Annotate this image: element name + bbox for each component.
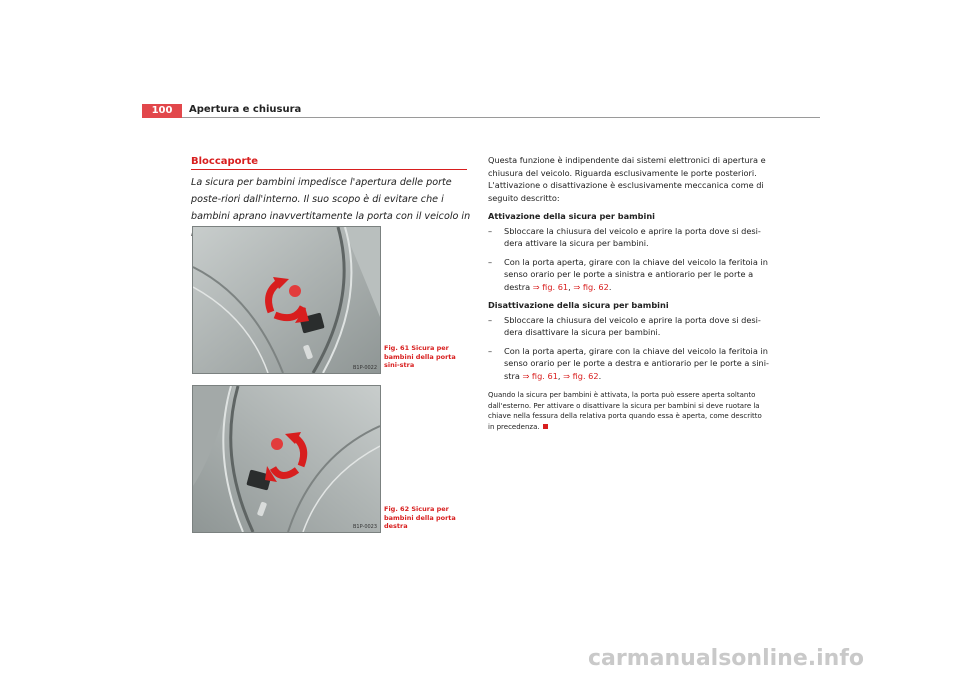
figure-61-code: B1P-0022 — [353, 365, 378, 371]
body-paragraph: Questa funzione è indipendente dai sistemi elettronici di apertura e chiusura del veicolo. Riguarda esclusivamente le porte posteriori. L'attivazione o disattivazione è esclusivamente meccanica come di seguito descritto: — [488, 155, 766, 203]
list-dash: – — [488, 345, 493, 356]
list-dash: – — [488, 256, 493, 267]
deactivation-step-2: Con la porta aperta, girare con la chiave del veicolo la feritoia in senso orario per le porte a destra e antiorario per le porte a sini-stra ⇒ fig. 61, ⇒ fig. 62. — [504, 345, 769, 381]
section-divider — [191, 169, 467, 170]
deactivation-step-1: Sbloccare la chiusura del veicolo e aprire la porta dove si desi-dera disattivare la sicura per bambini. — [504, 314, 761, 337]
list-item — [488, 225, 770, 250]
watermark: carmanualsonline.info — [588, 646, 864, 671]
fig-62-link[interactable]: ⇒ fig. 62 — [563, 370, 599, 381]
figure-62-image — [192, 385, 381, 533]
figure-61-image — [192, 226, 381, 374]
page-number: 100 — [142, 104, 182, 118]
note-paragraph: Quando la sicura per bambini è attivata, la porta può essere aperta soltanto dall'esterno. Per attivare o disattivare la sicura per bambini si deve ruotare la chiave nella fessura della relativa porta quando essa è aperta, come descritto in precedenza. — [488, 391, 762, 431]
list-dash: – — [488, 314, 493, 325]
activation-step-2: Con la porta aperta, girare con la chiave del veicolo la feritoia in senso orario per le porte a sinistra e antiorario per le porte a destra ⇒ fig. 61, ⇒ fig. 62. — [504, 256, 768, 292]
fig-61-link[interactable]: ⇒ fig. 61 — [522, 370, 558, 381]
end-of-section-icon — [543, 424, 548, 429]
body-column — [488, 154, 770, 432]
list-dash: – — [488, 225, 493, 236]
section-title: Bloccaporte — [191, 156, 259, 167]
figure-62-code: B1P-0023 — [353, 524, 378, 530]
list-item — [488, 314, 770, 339]
header-divider — [182, 117, 820, 118]
deactivation-heading: Disattivazione della sicura per bambini — [488, 300, 669, 310]
activation-step-1: Sbloccare la chiusura del veicolo e aprire la porta dove si desi-dera attivare la sicura per bambini. — [504, 225, 761, 248]
figure-61-caption: Fig. 61 Sicura per bambini della porta sini-stra — [384, 344, 456, 369]
list-item — [488, 345, 770, 383]
section-intro: La sicura per bambini impedisce l'apertura delle porte poste-riori dall'interno. Il suo scopo è di evitare che i bambini aprano inavvertitamente la porta con il veicolo in — [191, 177, 471, 222]
list-item — [488, 256, 770, 294]
activation-heading: Attivazione della sicura per bambini — [488, 211, 655, 221]
fig-62-link[interactable]: ⇒ fig. 62 — [573, 281, 609, 292]
fig-61-link[interactable]: ⇒ fig. 61 — [532, 281, 569, 292]
figure-62-caption: Fig. 62 Sicura per bambini della porta destra — [384, 505, 456, 530]
page-header — [142, 104, 820, 118]
chapter-title: Apertura e chiusura — [189, 104, 302, 115]
